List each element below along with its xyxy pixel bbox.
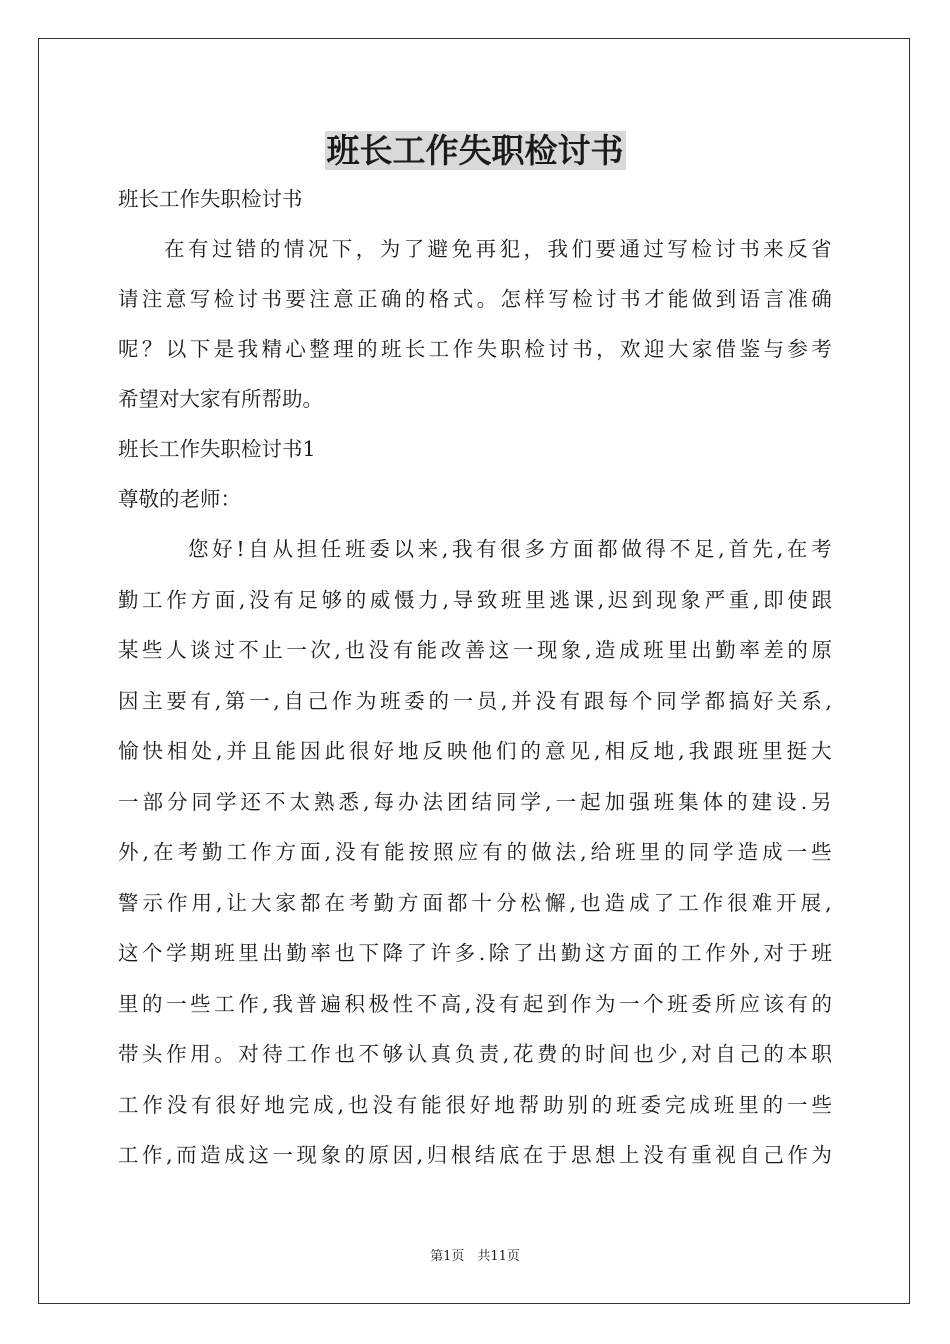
document-title — [0, 126, 950, 176]
body-line: 一 部 分 同 学 还 不 太 熟 悉 , 每 办 法 团 结 同 学 , 一 起 加 强 班 集 体 的 建 设 . 另 — [118, 789, 832, 814]
intro-line-4: 希望对大家有所帮助。 — [118, 387, 323, 411]
section-heading: 班长工作失职检讨书1 — [118, 437, 316, 461]
title-text: 班长工作失职检讨书 — [326, 131, 624, 170]
page-number: 第1页 共11页 — [430, 1249, 520, 1264]
intro-line-3: 呢 ？ 以 下 是 我 精 心 整 理 的 班 长 工 作 失 职 检 讨 书 ， 欢 迎 大 家 借 鉴 与 参 考 — [118, 337, 832, 361]
subtitle: 班长工作失职检讨书 — [118, 187, 303, 211]
body-line: 外 , 在 考 勤 工 作 方 面 , 没 有 能 按 照 应 有 的 做 法 , 给 班 里 的 同 学 造 成 一 些 — [118, 840, 832, 864]
intro-line-1: 在 有 过 错 的 情 况 下 ， 为 了 避 免 再 犯 ， 我 们 要 通 过 写 检 讨 书 来 反 省 — [164, 237, 832, 261]
body-line: 工 作 , 而 造 成 这 一 现 象 的 原 因 , 归 根 结 底 在 于 思 想 上 没 有 重 视 自 己 作 为 — [118, 1143, 832, 1167]
intro-line-2: 请 注 意 写 检 讨 书 要 注 意 正 确 的 格 式 。 怎 样 写 检 讨 书 才 能 做 到 语 言 准 确 — [118, 287, 832, 311]
body-line: 这 个 学 期 班 里 出 勤 率 也 下 降 了 许 多 . 除 了 出 勤 这 方 面 的 工 作 外 , 对 于 班 — [118, 941, 832, 965]
body-line: 警 示 作 用 , 让 大 家 都 在 考 勤 方 面 都 十 分 松 懈 , 也 造 成 了 工 作 很 难 开 展 , — [118, 890, 832, 915]
body-line: 您 好 ! 自 从 担 任 班 委 以 来 , 我 有 很 多 方 面 都 做 得 不 足 , 首 先 , 在 考 — [188, 537, 832, 561]
body-line: 某 些 人 谈 过 不 止 一 次 , 也 没 有 能 改 善 这 一 现 象 , 造 成 班 里 出 勤 率 差 的 原 — [118, 638, 832, 662]
body-line: 带 头 作 用 。 对 待 工 作 也 不 够 认 真 负 责 , 花 费 的 时 间 也 少 , 对 自 己 的 本 职 — [118, 1042, 832, 1066]
body-line: 勤 工 作 方 面 , 没 有 足 够 的 威 慑 力 , 导 致 班 里 逃 课 , 迟 到 现 象 严 重 , 即 使 跟 — [118, 587, 832, 612]
salutation: 尊敬的老师： — [118, 487, 241, 511]
body-line: 里 的 一 些 工 作 , 我 普 遍 积 极 性 不 高 , 没 有 起 到 作 为 一 个 班 委 所 应 该 有 的 — [118, 991, 832, 1016]
body-line: 因 主 要 有 , 第 一 , 自 己 作 为 班 委 的 一 员 , 并 没 有 跟 每 个 同 学 都 搞 好 关 系 , — [118, 688, 832, 713]
body-line: 愉 快 相 处 , 并 且 能 因 此 很 好 地 反 映 他 们 的 意 见 , 相 反 地 , 我 跟 班 里 挺 大 — [118, 739, 832, 763]
body-line: 工 作 没 有 很 好 地 完 成 , 也 没 有 能 很 好 地 帮 助 别 的 班 委 完 成 班 里 的 一 些 — [118, 1092, 832, 1117]
